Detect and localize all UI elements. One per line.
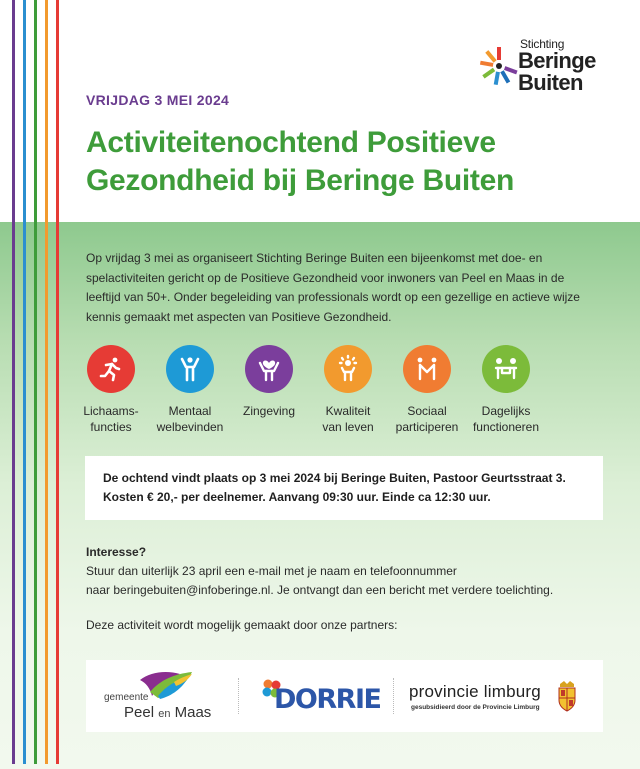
interest-section: Interesse? Stuur dan uiterlijk 23 april een e-mail met je naam en telefoonnummer naar beringebuiten@infoberinge.nl. Je ontvangt dan een bericht met verdere toelichting. [86, 543, 606, 600]
person-sun-icon [324, 345, 372, 393]
dimension-sociaal-participeren: Sociaal participeren [387, 345, 467, 435]
dimension-icons [83, 345, 566, 445]
event-details-box [85, 456, 603, 520]
people-at-table-icon [482, 345, 530, 393]
person-heart-icon [245, 345, 293, 393]
intro-paragraph: Op vrijdag 3 mei as organiseert Stichting Beringe Buiten een bijeenkomst met doe- en spelactiviteiten gericht op de Positieve Gezondheid voor inwoners van Peel en Maas in de leeftijd van 50+. Onder begeleiding van professionals wordt op een gezellige en actieve wijze kennis gemaakt met aspecten van Positieve Gezondheid. [86, 251, 580, 324]
beringe-buiten-logo [478, 36, 618, 100]
stripe-red [56, 0, 59, 764]
event-location: De ochtend vindt plaats op 3 mei 2024 bij Beringe Buiten, Pastoor Geurtsstraat 3. [103, 471, 566, 485]
partner-divider [393, 678, 394, 714]
page-title: Activiteitenochtend Positieve Gezondheid bij Beringe Buiten [86, 126, 514, 197]
partner-divider [238, 678, 239, 714]
dimension-zingeving: Zingeving [229, 345, 309, 419]
partners-intro: Deze activiteit wordt mogelijk gemaakt door onze partners: [86, 618, 398, 632]
stripe-orange [45, 0, 48, 764]
stripe-purple [12, 0, 15, 764]
dimension-mentaal-welbevinden: Mentaal welbevinden [150, 345, 230, 435]
pinwheel-icon [478, 42, 518, 88]
running-person-icon [87, 345, 135, 393]
stripe-green [34, 0, 37, 764]
event-costs-times: Kosten € 20,- per deelnemer. Aanvang 09:30 uur. Einde ca 12:30 uur. [103, 490, 491, 504]
people-connected-icon [403, 345, 451, 393]
partners-logos: gemeente Peel en Maas DORRIE provincie limburg gesubsidieerd door de Provincie Limburg [86, 660, 603, 732]
stripe-blue [23, 0, 26, 764]
dimension-kwaliteit-van-leven: Kwaliteit van leven [308, 345, 388, 435]
dimension-dagelijks-functioneren: Dagelijks functioneren [466, 345, 546, 435]
interest-heading: Interesse? [86, 545, 147, 559]
coat-of-arms-icon [556, 680, 578, 712]
person-arms-up-icon [166, 345, 214, 393]
contact-email-line: naar beringebuiten@infoberinge.nl. Je ontvangt dan een bericht met verdere toelichting. [86, 583, 554, 597]
dimension-lichaamsfuncties: Lichaams- functies [71, 345, 151, 435]
logo-name: Beringe Buiten [518, 48, 596, 95]
event-date: VRIJDAG 3 MEI 2024 [86, 92, 230, 108]
logo-subtitle: Stichting [520, 37, 565, 51]
